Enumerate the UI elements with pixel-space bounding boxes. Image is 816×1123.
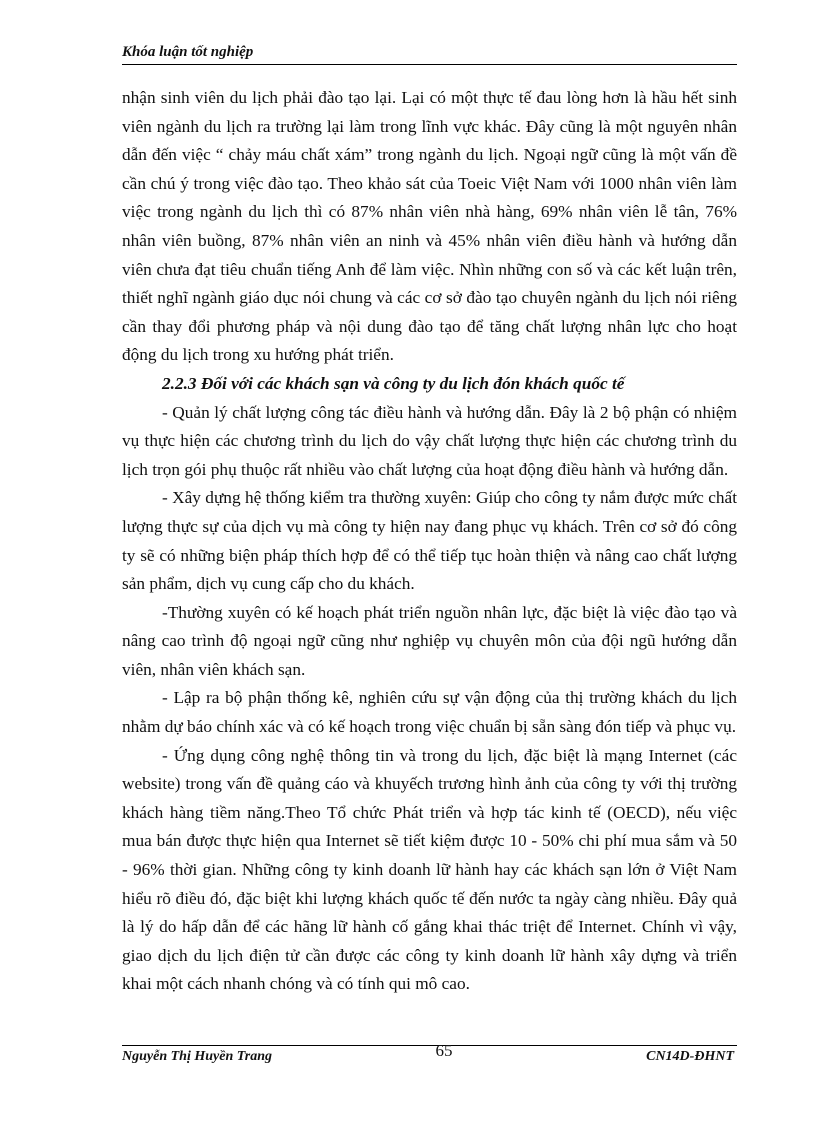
section-heading: 2.2.3 Đối với các khách sạn và công ty du lịch đón khách quốc tế [162, 373, 625, 393]
paragraph-intro: nhận sinh viên du lịch phải đào tạo lại. Lại có một thực tế đau lòng hơn là hầu hết sinh viên ngành du lịch ra trường lại làm trong lĩnh vực khác. Đây cũng là một nguyên nhân dẫn đến việc “ chảy máu chất xám” trong ngành du lịch. Ngoại ngữ cũng là một vấn đề cần chú ý trong việc đào tạo. Theo khảo sát của Toeic Việt Nam với 1000 nhân viên làm việc trong ngành du lịch thì có 87% nhân viên nhà hàng, 69% nhân viên lễ tân, 76% nhân viên buồng, 87% nhân viên an ninh và 45% nhân viên điều hành và hướng dẫn viên chưa đạt tiêu chuẩn tiếng Anh để làm việc. Nhìn những con số và các kết luận trên, thiết nghĩ ngành giáo dục nói chung và các cơ sở đào tạo chuyên ngành du lịch nói riêng cần thay đổi phương pháp và nội dung đào tạo để tăng chất lượng nhân lực cho hoạt động du lịch trong xu hướng phát triển. [122, 88, 737, 365]
footer-author: Nguyễn Thị Huyền Trang [122, 1049, 272, 1064]
page-header [122, 44, 737, 65]
paragraph-management: - Quản lý chất lượng công tác điều hành và hướng dẫn. Đây là 2 bộ phận có nhiệm vụ thực hiện các chương trình du lịch do vậy chất lượng thực hiện các chương trình du lịch trọn gói phụ thuộc rất nhiều vào chất lượng của hoạt động điều hành và hướng dẫn. [122, 402, 737, 479]
document-body [122, 84, 737, 999]
paragraph-statistics: - Lập ra bộ phận thống kê, nghiên cứu sự vận động của thị trường khách du lịch nhằm dự báo chính xác và có kế hoạch trong việc chuẩn bị sẵn sàng đón tiếp và phục vụ. [122, 688, 737, 737]
page-number: 65 [435, 1041, 453, 1060]
footer-class-code: CN14D-ĐHNT [646, 1049, 734, 1064]
paragraph-human-resources: -Thường xuyên có kế hoạch phát triển nguồn nhân lực, đặc biệt là việc đào tạo và nâng cao trình độ ngoại ngữ cũng như nghiệp vụ chuyên môn của đội ngũ hướng dẫn viên, nhân viên khách sạn. [122, 602, 737, 679]
header-title: Khóa luận tốt nghiệp [122, 44, 254, 60]
paragraph-internet: - Ứng dụng công nghệ thông tin và trong du lịch, đặc biệt là mạng Internet (các website) trong vấn đề quảng cáo và khuyếch trương hình ảnh của công ty với thị trường khách hàng tiềm năng.Theo Tổ chức Phát triển và hợp tác kinh tế (OECD), nếu việc mua bán được thực hiện qua Internet sẽ tiết kiệm được 10 - 50% chi phí mua sắm và 50 - 96% thời gian. Những công ty kinh doanh lữ hành hay các khách sạn lớn ở Việt Nam hiểu rõ điều đó, đặc biệt khi lượng khách quốc tế đến nước ta ngày càng nhiều. Đây quả là lý do hấp dẫn để các hãng lữ hành cố gắng khai thác triệt để Internet. Chính vì vậy, giao dịch du lịch điện tử cần được các công ty kinh doanh lữ hành xây dựng và triển khai một cách nhanh chóng và có tính qui mô cao. [122, 745, 737, 994]
paragraph-inspection: - Xây dựng hệ thống kiểm tra thường xuyên: Giúp cho công ty nắm được mức chất lượng thực sự của dịch vụ mà công ty hiện nay đang phục vụ khách. Trên cơ sở đó công ty sẽ có những biện pháp thích hợp để có thể tiếp tục hoàn thiện và nâng cao chất lượng sản phẩm, dịch vụ cung cấp cho du khách. [122, 488, 737, 594]
